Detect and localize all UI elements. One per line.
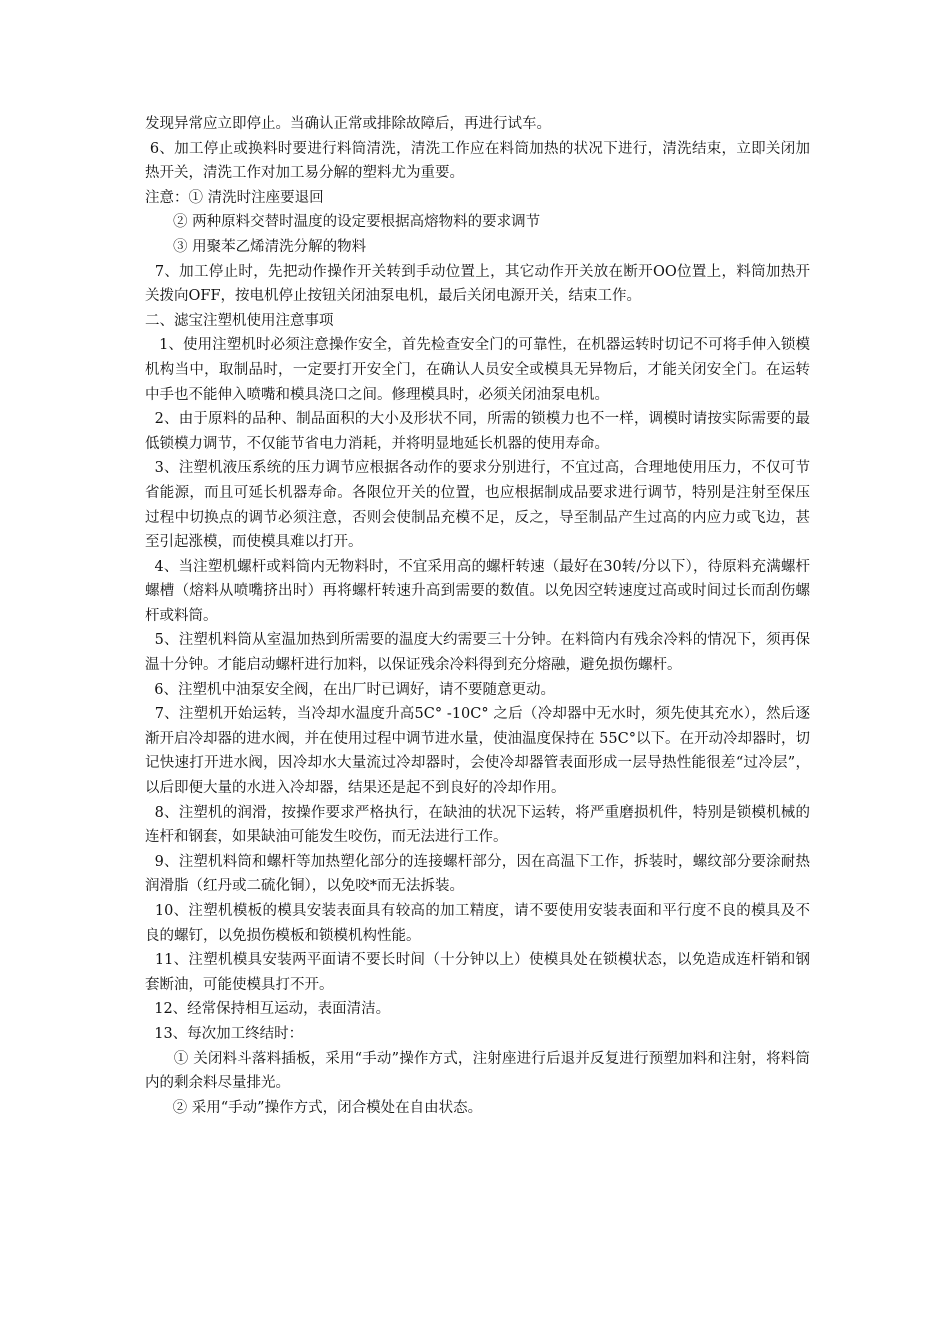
paragraph: 12、经常保持相互运动，表面清洁。 [145,1001,391,1018]
paragraph: 7、加工停止时，先把动作操作开关转到手动位置上，其它动作开关放在断开OO位置上，料筒加热开关拨向OFF，按电机停止按钮关闭油泵电机，最后关闭电源开关，结束工作。 [145,263,811,305]
paragraph: 6、注塑机中油泵安全阀，在出厂时已调好，请不要随意更动。 [145,681,555,698]
paragraph: 1、使用注塑机时必须注意操作安全，首先检查安全门的可靠性，在机器运转时切记不可将手伸入锁模机构当中，取制品时，一定要打开安全门，在确认人员安全或模具无异物后，才能关闭安全门。在运转中手也不能伸入喷嘴和模具浇口之间。修理模具时，必须关闭油泵电机。 [145,337,811,403]
paragraph: 发现异常应立即停止。当确认正常或排除故障后，再进行试车。 [145,116,551,132]
paragraph: 11、注塑机模具安装两平面请不要长时间（十分钟以上）使模具处在锁模状态，以免造成连杆销和钢套断油，可能使模具打不开。 [145,952,811,993]
paragraph: 2、由于原料的品种、制品面积的大小及形状不同，所需的锁模力也不一样，调模时请按实际需要的最低锁模力调节，不仅能节省电力消耗，并将明显地延长机器的使用寿命。 [145,411,810,452]
note-heading: 注意：① 清洗时注座要退回 [145,189,324,206]
paragraph: 4、当注塑机螺杆或料筒内无物料时，不宜采用高的螺杆转速（最好在30转/分以下），待原料充满螺杆螺槽（熔料从喷嘴挤出时）再将螺杆转速升高到需要的数值。以免因空转速度过高或时间过长而刮伤螺杆或料筒。 [145,558,810,624]
note-item: ③ 用聚苯乙烯清洗分解的物料 [173,238,367,255]
paragraph: 8、注塑机的润滑，按操作要求严格执行，在缺油的状况下运转，将严重磨损机件，特别是锁模机械的连杆和钢套，如果缺油可能发生咬伤，而无法进行工作。 [145,804,810,846]
paragraph: 10、注塑机模板的模具安装表面具有较高的加工精度，请不要使用安装表面和平行度不良的模具及不良的螺钉，以免损伤模板和锁模机构性能。 [145,903,811,944]
paragraph: 6、加工停止或换料时要进行料筒清洗，清洗工作应在料筒加热的状况下进行，清洗结束，立即关闭加热开关，清洗工作对加工易分解的塑料尤为重要。 [145,140,810,182]
section-heading: 二、滤宝注塑机使用注意事项 [145,312,334,329]
paragraph: 13、每次加工终结时： [145,1025,304,1042]
list-item: ② 采用“手动”操作方式，闭合模处在自由状态。 [145,1099,483,1116]
paragraph: 5、注塑机料筒从室温加热到所需要的温度大约需要三十分钟。在料筒内有残余冷料的情况下，须再保温十分钟。才能启动螺杆进行加料，以保证残余冷料得到充分熔融，避免损伤螺杆。 [145,632,810,674]
paragraph: 9、注塑机料筒和螺杆等加热塑化部分的连接螺杆部分，因在高温下工作，拆装时，螺纹部分要涂耐热润滑脂（红丹或二硫化铜），以免咬*而无法拆装。 [145,853,810,895]
paragraph: 3、注塑机液压系统的压力调节应根据各动作的要求分别进行，不宜过高，合理地使用压力，不仅可节省能源，而且可延长机器寿命。各限位开关的位置，也应根据制成品要求进行调节，特别是注射至保压过程中切换点的调节必须注意，否则会使制品充模不足，反之，导至制品产生过高的内应力或飞边，甚至引起涨模，而使模具难以打开。 [145,460,810,551]
note-item: ② 两种原料交替时温度的设定要根据高熔物料的要求调节 [173,214,541,231]
list-item: ① 关闭料斗落料插板，采用“手动”操作方式，注射座进行后退并反复进行预塑加料和注射，将料筒内的剩余料尽量排光。 [145,1050,811,1092]
paragraph: 7、注塑机开始运转，当冷却水温度升高5C° -10C° 之后（冷却器中无水时，须先使其充水），然后逐渐开启冷却器的进水阀，并在使用过程中调节进水量，使油温度保持在 55C°以下。在开动冷却器时，切记快速打开进水阀，因冷却水大量流过冷却器时，会使冷却器管表面形成一层导热性能很差“过冷层”，以后即便大量的水进入冷却器，结果还是起不到良好的冷却作用。 [145,706,810,797]
document-body [145,112,810,1120]
